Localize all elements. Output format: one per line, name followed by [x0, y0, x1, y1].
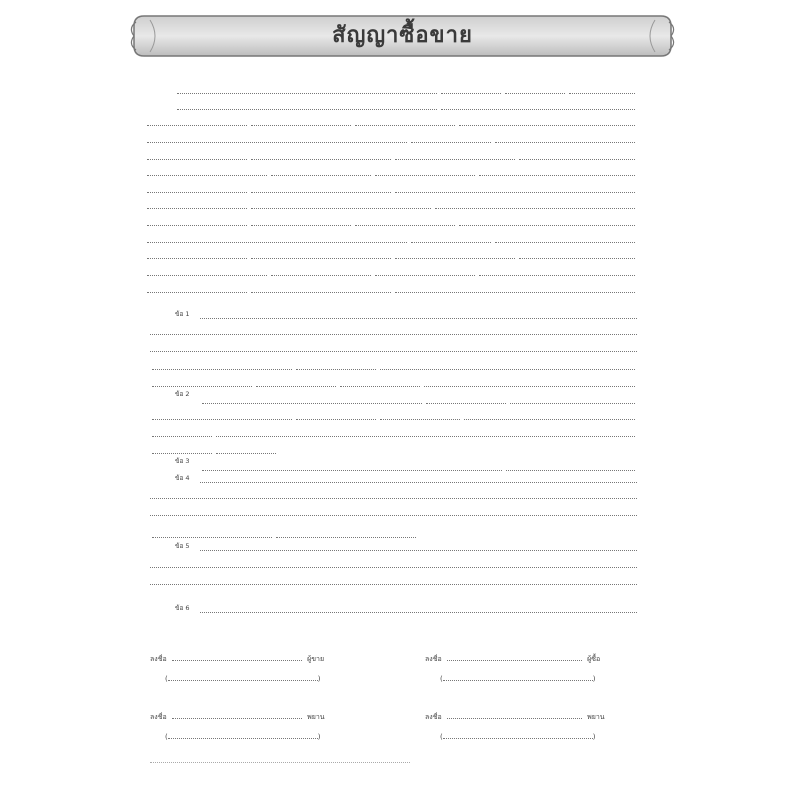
blank-line[interactable] — [202, 394, 422, 404]
seller-role: ผู้ขาย — [307, 655, 325, 663]
blank-line[interactable] — [375, 166, 475, 176]
clause-5-label: ข้อ 5 — [175, 542, 190, 550]
form-row-buyer-district — [145, 279, 637, 293]
blank-line[interactable] — [510, 394, 635, 404]
blank-line[interactable] — [441, 84, 501, 94]
name-line[interactable] — [168, 672, 318, 681]
clause-4-label: ข้อ 4 — [175, 474, 190, 482]
blank-line[interactable] — [424, 377, 635, 387]
blank-line[interactable] — [202, 461, 502, 471]
sign-label: ลงชื่อ — [150, 655, 167, 663]
blank-line[interactable] — [147, 233, 407, 243]
blank-line[interactable] — [152, 360, 292, 370]
blank-line[interactable] — [479, 266, 635, 276]
form-row-price — [150, 356, 637, 370]
blank-line[interactable] — [150, 498, 637, 499]
clause-2-label: ข้อ 2 — [175, 390, 190, 398]
blank-line[interactable] — [150, 334, 637, 335]
blank-line[interactable] — [506, 461, 635, 471]
clause-3-label: ข้อ 3 — [175, 457, 190, 465]
blank-line[interactable] — [395, 183, 635, 193]
blank-line[interactable] — [200, 550, 637, 551]
form-row-seller-district — [145, 179, 637, 193]
witness-role: พยาน — [587, 713, 605, 721]
blank-line[interactable] — [271, 266, 371, 276]
blank-line[interactable] — [296, 410, 376, 420]
signature-line[interactable] — [172, 710, 302, 719]
signature-buyer — [425, 652, 600, 665]
blank-line[interactable] — [380, 410, 460, 420]
blank-line[interactable] — [271, 166, 371, 176]
blank-line[interactable] — [435, 199, 635, 209]
blank-line[interactable] — [251, 183, 391, 193]
blank-line[interactable] — [459, 216, 635, 226]
blank-line[interactable] — [464, 410, 635, 420]
blank-line[interactable] — [251, 150, 391, 160]
form-row-delivery — [150, 373, 637, 387]
blank-line[interactable] — [296, 360, 376, 370]
form-row-buyer-road — [145, 245, 637, 259]
blank-line[interactable] — [426, 394, 506, 404]
blank-line[interactable] — [152, 410, 292, 420]
blank-line[interactable] — [177, 84, 437, 94]
signature-witness-1-name: ( ) — [165, 730, 320, 741]
blank-line[interactable] — [495, 233, 635, 243]
blank-line[interactable] — [147, 266, 267, 276]
clause-6-label: ข้อ 6 — [175, 604, 190, 612]
form-row-fees — [200, 457, 637, 471]
blank-line[interactable] — [147, 116, 247, 126]
blank-line[interactable] — [355, 216, 455, 226]
blank-line[interactable] — [355, 116, 455, 126]
blank-line[interactable] — [216, 427, 635, 437]
signature-buyer-name: ( ) — [440, 672, 595, 683]
blank-line[interactable] — [340, 377, 420, 387]
form-row-seller-current-address — [145, 162, 637, 176]
blank-line[interactable] — [147, 150, 247, 160]
footer-note — [150, 756, 410, 765]
form-row-seller-road — [145, 146, 637, 160]
blank-line[interactable] — [380, 360, 635, 370]
blank-line[interactable] — [479, 166, 635, 176]
blank-line[interactable] — [152, 444, 212, 454]
blank-line[interactable] — [411, 133, 491, 143]
signature-witness-1 — [150, 710, 325, 723]
blank-line[interactable] — [150, 351, 637, 352]
blank-line[interactable] — [177, 100, 437, 110]
sign-label: ลงชื่อ — [150, 713, 167, 721]
blank-line[interactable] — [256, 377, 336, 387]
name-line[interactable] — [443, 730, 593, 739]
form-row-between — [175, 96, 637, 110]
form-row-buyer-id — [145, 212, 637, 226]
blank-line[interactable] — [216, 444, 276, 454]
blank-line[interactable] — [147, 133, 407, 143]
blank-line[interactable] — [251, 116, 351, 126]
blank-line[interactable] — [395, 283, 635, 293]
blank-line[interactable] — [150, 567, 637, 568]
blank-line[interactable] — [519, 150, 635, 160]
blank-line[interactable] — [147, 283, 247, 293]
signature-seller — [150, 652, 324, 665]
blank-line[interactable] — [505, 84, 565, 94]
blank-line[interactable] — [375, 266, 475, 276]
signature-line[interactable] — [447, 710, 582, 719]
form-row-deposit-3 — [150, 423, 637, 437]
blank-line[interactable] — [395, 249, 515, 259]
form-row-buyer-id-address — [145, 229, 637, 243]
blank-line[interactable] — [147, 216, 247, 226]
blank-line[interactable] — [441, 100, 635, 110]
blank-line[interactable] — [147, 166, 267, 176]
blank-line[interactable] — [459, 116, 635, 126]
sign-label: ลงชื่อ — [425, 655, 442, 663]
form-row-deposit-4 — [150, 440, 637, 454]
blank-line[interactable] — [150, 584, 637, 585]
form-row-penalty — [150, 524, 637, 538]
signature-witness-2-name: ( ) — [440, 730, 595, 741]
blank-line[interactable] — [411, 233, 491, 243]
blank-line[interactable] — [147, 183, 247, 193]
clause-6-text-line — [200, 612, 637, 613]
form-row-seller-birth — [145, 112, 637, 126]
witness-role: พยาน — [307, 713, 325, 721]
blank-line[interactable] — [152, 427, 212, 437]
blank-line[interactable] — [519, 249, 635, 259]
form-row-seller-id-address — [145, 129, 637, 143]
sign-label: ลงชื่อ — [425, 713, 442, 721]
signature-witness-2 — [425, 710, 605, 723]
form-row-buyer-name — [145, 195, 637, 209]
blank-line[interactable] — [251, 249, 391, 259]
blank-line[interactable] — [147, 199, 247, 209]
blank-line[interactable] — [251, 283, 391, 293]
signature-line[interactable] — [172, 652, 302, 661]
blank-line[interactable] — [147, 249, 247, 259]
blank-line[interactable] — [495, 133, 635, 143]
form-row-buyer-current-address — [145, 262, 637, 276]
form-row-deposit — [200, 390, 637, 404]
page-title: สัญญาซื้อขาย — [332, 23, 473, 48]
blank-line[interactable] — [251, 199, 431, 209]
signature-seller-name: ( ) — [165, 672, 320, 683]
blank-line[interactable] — [200, 318, 637, 319]
name-line[interactable] — [443, 672, 593, 681]
form-row-made-at — [175, 80, 637, 94]
name-line[interactable] — [168, 730, 318, 739]
blank-line[interactable] — [152, 377, 252, 387]
form-row-deposit-2 — [150, 406, 637, 420]
blank-line[interactable] — [200, 482, 637, 483]
footer-note-line — [150, 756, 410, 763]
blank-line[interactable] — [569, 84, 635, 94]
blank-line[interactable] — [152, 528, 272, 538]
signature-line[interactable] — [447, 652, 582, 661]
header-banner — [130, 12, 675, 60]
blank-line[interactable] — [395, 150, 515, 160]
blank-line[interactable] — [251, 216, 351, 226]
blank-line[interactable] — [150, 515, 637, 516]
buyer-role: ผู้ซื้อ — [587, 655, 601, 663]
clause-1-label: ข้อ 1 — [175, 310, 190, 318]
blank-line[interactable] — [276, 528, 416, 538]
